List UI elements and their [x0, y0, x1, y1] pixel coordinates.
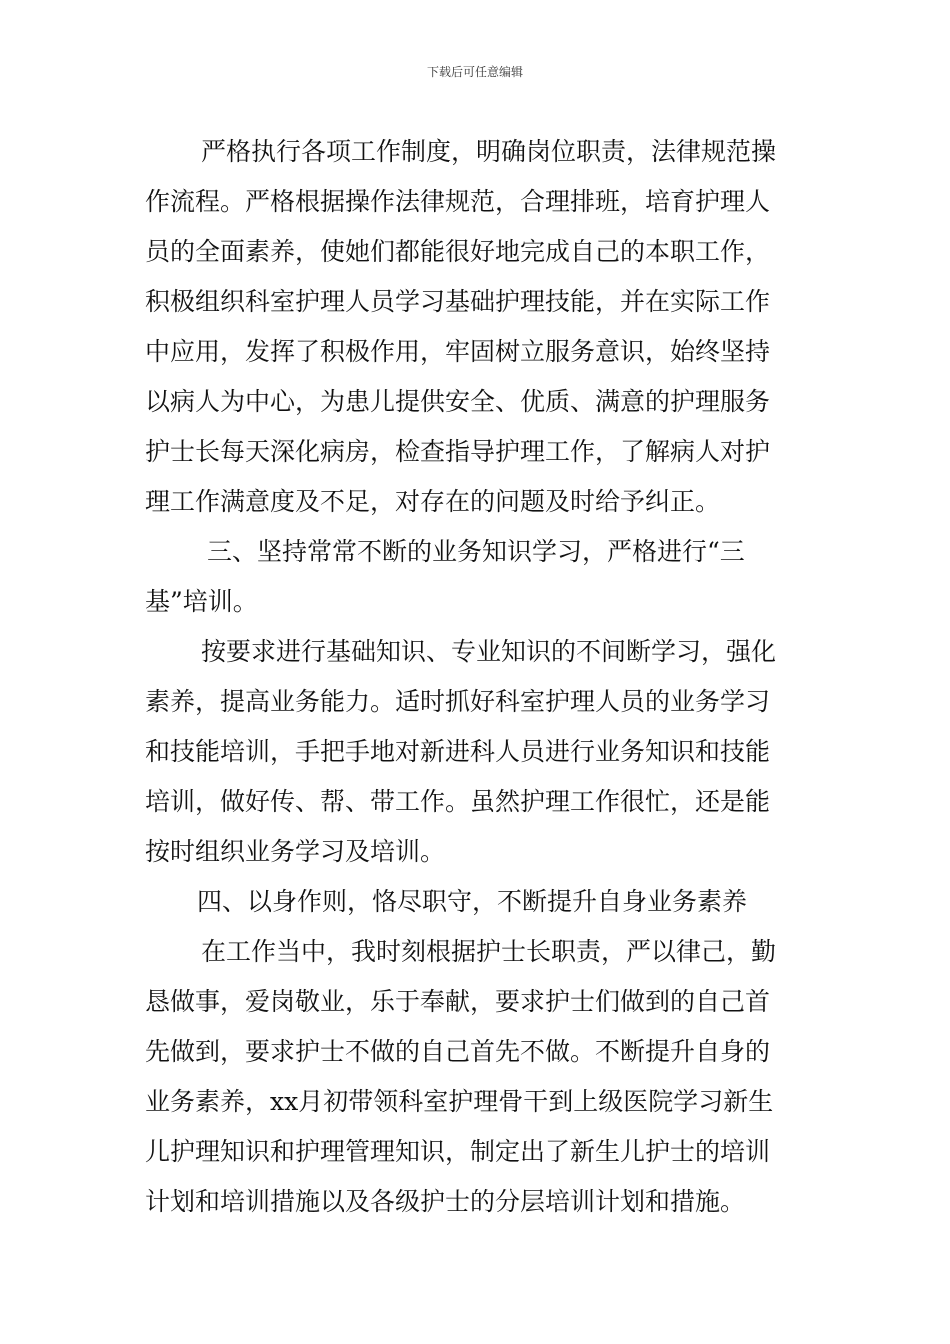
paragraph-line: 理工作满意度及不足，对存在的问题及时给予纠正。 [145, 487, 721, 516]
paragraph-line: 培训，做好传、帮、带工作。虽然护理工作很忙，还是能 [145, 787, 771, 816]
paragraph-line: 作流程。严格根据操作法律规范，合理排班，培育护理人 [145, 187, 771, 216]
document-body [145, 127, 809, 1227]
paragraph-line: 员的全面素养，使她们都能很好地完成自己的本职工作， [145, 237, 771, 266]
paragraph-line: 儿护理知识和护理管理知识，制定出了新生儿护士的培训 [145, 1137, 771, 1166]
paragraph-line: 护士长每天深化病房，检查指导护理工作，了解病人对护 [145, 437, 771, 466]
paragraph-line: 业务素养，xx月初带领科室护理骨干到上级医院学习新生 [145, 1087, 774, 1116]
paragraph-line: 中应用，发挥了积极作用，牢固树立服务意识，始终坚持 [145, 337, 771, 366]
paragraph-line: 积极组织科室护理人员学习基础护理技能，并在实际工作 [145, 287, 771, 316]
paragraph-line: 先做到，要求护士不做的自己首先不做。不断提升自身的 [145, 1037, 771, 1066]
paragraph-line: 严格执行各项工作制度，明确岗位职责，法律规范操 [201, 137, 777, 166]
page-header: 下载后可任意编辑 [426, 65, 523, 79]
paragraph-line: 和技能培训，手把手地对新进科人员进行业务知识和技能 [145, 737, 771, 766]
section-heading: 四、以身作则，恪尽职守，不断提升自身业务素养 [197, 887, 748, 916]
paragraph-line: 按要求进行基础知识、专业知识的不间断学习，强化 [201, 637, 777, 666]
section-heading: 三、坚持常常不断的业务知识学习，严格进行“三 [207, 537, 745, 566]
paragraph-line: 计划和培训措施以及各级护士的分层培训计划和措施。 [145, 1187, 746, 1216]
paragraph-line: 恳做事，爱岗敬业，乐于奉献，要求护士们做到的自己首 [145, 987, 771, 1016]
section-heading-continued: 基”培训。 [145, 587, 258, 616]
paragraph-line: 在工作当中，我时刻根据护士长职责，严以律己，勤 [201, 937, 777, 966]
paragraph-line: 素养，提高业务能力。适时抓好科室护理人员的业务学习 [145, 687, 771, 716]
paragraph-line: 按时组织业务学习及培训。 [145, 837, 446, 866]
paragraph-line: 以病人为中心，为患儿提供安全、优质、满意的护理服务 [145, 387, 771, 416]
